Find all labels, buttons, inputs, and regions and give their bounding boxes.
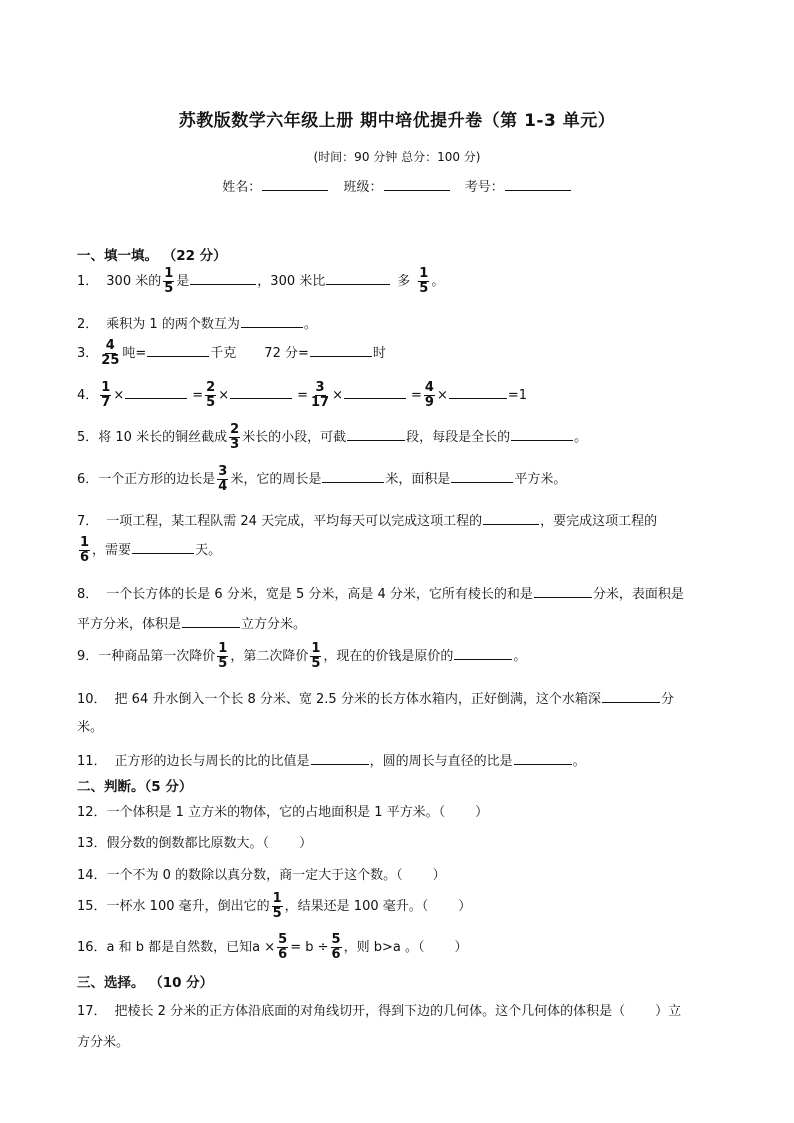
- question-8-continued: [77, 613, 306, 632]
- question-text: 立方分米。: [241, 617, 307, 632]
- answer-blank[interactable]: [602, 688, 660, 703]
- answer-blank[interactable]: [454, 645, 512, 660]
- fraction: $\frac{1}{5}$: [218, 641, 228, 671]
- question-13: [77, 832, 312, 851]
- question-6: [77, 465, 566, 494]
- fraction: $\frac{5}{6}$: [278, 932, 288, 962]
- question-12: [77, 801, 488, 820]
- question-text: 是: [176, 274, 190, 289]
- student-info: [0, 176, 794, 195]
- question-text: 平方米。: [514, 472, 567, 487]
- question-number: 3．: [77, 346, 99, 361]
- question-text: 平方分米，体积是: [77, 617, 182, 632]
- name-label: 姓名：: [222, 180, 262, 195]
- question-number: 14．: [77, 868, 107, 883]
- question-text: 段，每段是全长的: [406, 430, 511, 445]
- fraction: $\frac{2}{3}$: [230, 422, 240, 452]
- question-text: 分: [660, 692, 674, 707]
- question-text: 一个长方体的长是 6 分米，宽是 5 分米，高是 4 分米，它所有棱长的和是: [106, 587, 533, 602]
- times-sign: ×: [332, 388, 343, 403]
- answer-blank[interactable]: [125, 384, 187, 399]
- question-text: 天。: [195, 543, 222, 558]
- question-text: 把棱长 2 分米的正方体沿底面的对角线切开，得到下边的几何体。这个几何体的体积是（: [114, 1004, 626, 1019]
- question-17: [77, 1000, 681, 1019]
- section-2-heading: 二、判断。（5 分）: [77, 779, 193, 795]
- equals-sign: =: [411, 388, 422, 403]
- question-text: ）: [432, 868, 446, 883]
- question-3: [77, 339, 386, 368]
- question-text: 一个正方形的边长是: [98, 472, 216, 487]
- question-text: 米，面积是: [385, 472, 451, 487]
- question-text: 米长的小段，可截: [242, 430, 347, 445]
- question-4: [77, 381, 527, 410]
- question-11: [77, 750, 586, 769]
- answer-blank[interactable]: [322, 468, 384, 483]
- equals-sign: =: [297, 388, 308, 403]
- answer-blank[interactable]: [347, 426, 405, 441]
- answer-blank[interactable]: [451, 468, 513, 483]
- fraction: $\frac{3}{4}$: [218, 464, 228, 494]
- question-text: 。: [572, 754, 586, 769]
- exam-no-blank[interactable]: [505, 176, 571, 191]
- question-number: 7．: [77, 514, 99, 529]
- question-text: 吨=: [122, 346, 147, 361]
- question-text: 假分数的倒数都比原数大。（: [106, 836, 270, 851]
- answer-blank[interactable]: [511, 426, 573, 441]
- question-15: [77, 892, 471, 921]
- fraction: $\frac{4}{9}$: [424, 380, 434, 410]
- answer-blank[interactable]: [310, 342, 372, 357]
- answer-blank[interactable]: [132, 539, 194, 554]
- question-10: [77, 688, 674, 707]
- fraction: $\frac{1}{5}$: [419, 266, 429, 296]
- question-text: 一个体积是 1 立方米的物体，它的占地面积是 1 平方米。（: [106, 805, 446, 820]
- question-text: 。: [513, 649, 527, 664]
- fraction: $\frac{2}{5}$: [206, 380, 216, 410]
- class-blank[interactable]: [384, 176, 450, 191]
- question-7: [77, 510, 657, 529]
- exam-no-label: 考号：: [464, 180, 504, 195]
- question-17-continued: [77, 1031, 129, 1050]
- question-text: ，结果还是 100 毫升。（: [284, 899, 429, 914]
- question-10-continued: [77, 716, 103, 735]
- fraction: $\frac{1}{7}$: [101, 380, 111, 410]
- question-14: [77, 864, 446, 883]
- answer-blank[interactable]: [182, 613, 240, 628]
- question-text: = b ÷: [290, 940, 329, 955]
- question-text: 72 分=: [264, 346, 309, 361]
- question-text: 。: [574, 430, 588, 445]
- question-text: 米，它的周长是: [230, 472, 322, 487]
- question-text: 将 10 米长的铜丝截成: [98, 430, 228, 445]
- question-text: ，第二次降价: [230, 649, 309, 664]
- answer-blank[interactable]: [147, 342, 209, 357]
- question-number: 2．: [77, 317, 99, 332]
- question-number: 12．: [77, 805, 107, 820]
- question-text: 多: [397, 274, 411, 289]
- section-3-heading: 三、选择。 （10 分）: [77, 975, 214, 991]
- question-text: a 和 b 都是自然数，已知a ×: [106, 940, 276, 955]
- question-text: 千克: [210, 346, 237, 361]
- fraction: $\frac{1}{5}$: [164, 266, 174, 296]
- question-text: ，现在的价钱是原价的: [323, 649, 454, 664]
- question-text: =1: [507, 388, 528, 403]
- equals-sign: =: [192, 388, 204, 403]
- answer-blank[interactable]: [190, 270, 256, 285]
- answer-blank[interactable]: [344, 384, 406, 399]
- question-number: 4．: [77, 388, 99, 403]
- question-number: 13．: [77, 836, 107, 851]
- times-sign: ×: [218, 388, 230, 403]
- question-text: ）: [454, 940, 468, 955]
- question-text: ，需要: [92, 543, 132, 558]
- question-text: 方分米。: [77, 1035, 130, 1050]
- question-number: 8．: [77, 587, 99, 602]
- question-number: 1．: [77, 274, 99, 289]
- fraction: $\frac{1}{5}$: [272, 891, 282, 921]
- fraction: $\frac{1}{5}$: [311, 641, 321, 671]
- question-number: 6．: [77, 472, 99, 487]
- answer-blank[interactable]: [449, 384, 507, 399]
- question-text: 把 64 升水倒入一个长 8 分米、宽 2.5 分米的长方体水箱内，正好倒满，这个水箱深: [114, 692, 601, 707]
- question-text: ，要完成这项工程的: [540, 514, 658, 529]
- question-number: 9．: [77, 649, 99, 664]
- question-text: ）: [475, 805, 489, 820]
- question-number: 5．: [77, 430, 99, 445]
- fraction: $\frac{1}{6}$: [80, 535, 90, 565]
- question-7-continued: [77, 536, 221, 565]
- question-text: 一项工程，某工程队需 24 天完成，平均每天可以完成这项工程的: [106, 514, 483, 529]
- question-number: 17．: [77, 1004, 107, 1019]
- question-text: ）立: [655, 1004, 682, 1019]
- question-number: 16．: [77, 940, 107, 955]
- question-2: [77, 313, 317, 332]
- answer-blank[interactable]: [534, 583, 592, 598]
- times-sign: ×: [113, 388, 125, 403]
- question-number: 11．: [77, 754, 107, 769]
- answer-blank[interactable]: [483, 510, 539, 525]
- question-5: [77, 423, 587, 452]
- answer-blank[interactable]: [230, 384, 292, 399]
- question-text: ，300 米比: [257, 274, 326, 289]
- question-text: 300 米的: [106, 274, 162, 289]
- answer-blank[interactable]: [311, 750, 369, 765]
- question-text: ）: [299, 836, 313, 851]
- exam-info: (时间：90 分钟 总分：100 分): [313, 150, 481, 164]
- question-number: 15．: [77, 899, 107, 914]
- question-text: ，则 b>a 。（: [343, 940, 425, 955]
- question-text: 一个不为 0 的数除以真分数，商一定大于这个数。（: [106, 868, 403, 883]
- question-text: 。: [431, 274, 445, 289]
- question-1: [77, 267, 444, 296]
- fraction: $\frac{5}{6}$: [331, 932, 341, 962]
- question-text: ，圆的周长与直径的比是: [369, 754, 513, 769]
- question-16: [77, 933, 467, 962]
- fraction: $\frac{3}{17}$: [311, 380, 330, 410]
- times-sign: ×: [436, 388, 448, 403]
- answer-blank[interactable]: [326, 270, 390, 285]
- question-text: 正方形的边长与周长的比的比值是: [114, 754, 310, 769]
- section-1-heading: 一、填一填。 （22 分）: [77, 248, 227, 264]
- question-text: 分米，表面积是: [592, 587, 684, 602]
- question-number: 10．: [77, 692, 107, 707]
- class-label: 班级：: [343, 180, 383, 195]
- question-8: [77, 583, 684, 602]
- fraction: $\frac{4}{25}$: [101, 338, 120, 368]
- question-9: [77, 642, 526, 671]
- name-blank[interactable]: [262, 176, 328, 191]
- page-title: 苏教版数学六年级上册 期中培优提升卷（第 1-3 单元）: [178, 111, 616, 131]
- question-text: 乘积为 1 的两个数互为: [106, 317, 240, 332]
- question-text: 一杯水 100 毫升，倒出它的: [106, 899, 270, 914]
- answer-blank[interactable]: [514, 750, 572, 765]
- question-text: 时: [372, 346, 386, 361]
- question-text: 米。: [77, 720, 104, 735]
- question-text: 。: [303, 317, 317, 332]
- answer-blank[interactable]: [241, 313, 303, 328]
- question-text: ）: [458, 899, 472, 914]
- question-text: 一种商品第一次降价: [98, 649, 216, 664]
